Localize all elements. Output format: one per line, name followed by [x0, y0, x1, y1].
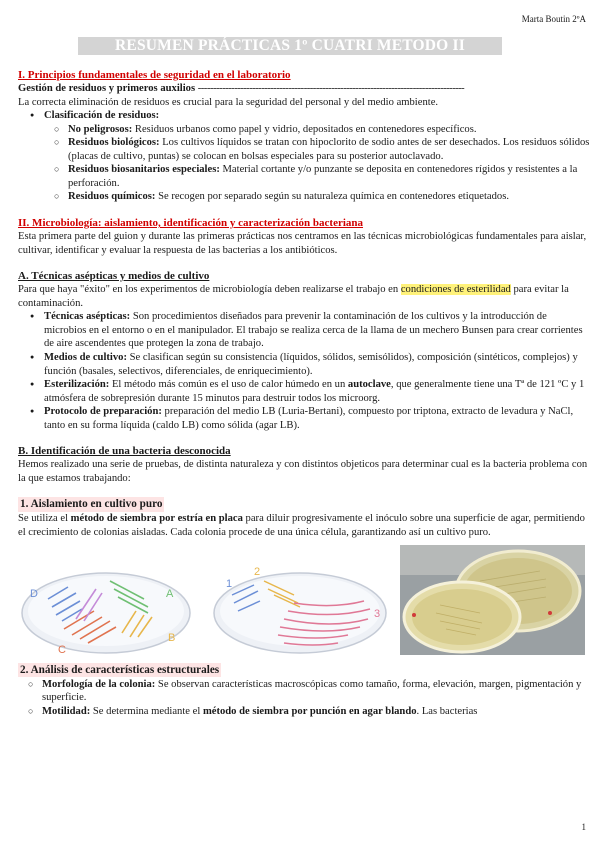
author-label: Marta Boutin 2ºA — [521, 14, 586, 24]
figures-row — [18, 545, 590, 663]
list-item — [44, 190, 590, 204]
item-text: Residuos urbanos como papel y vidrio, depositados en contenedores específicos. — [132, 123, 477, 135]
item-text: Se determina mediante el — [90, 705, 203, 717]
list-item — [44, 163, 590, 190]
waste-list — [18, 109, 590, 204]
section-2-intro: Esta primera parte del guion y durante las primeras prácticas nos centramos en las técnicas microbiológicas fundamentales para aislar, cultivar, identificar y evaluar la respuesta de las bacterias a los antibióticos. — [18, 231, 587, 256]
page-number: 1 — [581, 822, 586, 833]
classification-label: Clasificación de residuos: — [44, 110, 160, 122]
item-term: Esterilización: — [44, 379, 110, 391]
section-1-heading: I. Principios fundamentales de seguridad en el laboratorio — [18, 69, 291, 81]
aseptic-list — [18, 310, 590, 432]
intro-text: para evitar la contaminación. — [18, 284, 569, 309]
item-text: Los cultivos líquidos se tratan con hipoclorito de sodio antes de ser desechados. Los residuos sólidos (placas de cultivo, puntas) se colocan en bolsas especiales para su posterior autoclavado. — [68, 137, 590, 162]
b1-text: Se utiliza el — [18, 512, 71, 524]
streak-plate-diagram — [18, 559, 390, 657]
item-text: , que generalmente tiene una Tª de 121 ºC y 1 atmósfera de sobrepresión durante 15 minutos para destruir todos los microorg. — [44, 379, 585, 404]
list-item — [18, 109, 590, 204]
list-item — [44, 136, 590, 163]
section-b2-heading: 2. Análisis de características estructurales — [20, 664, 220, 677]
waste-intro: La correcta eliminación de residuos es crucial para la seguridad del personal y del medio ambiente. — [18, 96, 439, 108]
item-term: Motilidad: — [42, 705, 91, 717]
item-text: Son procedimientos diseñados para prevenir la contaminación de los cultivos y la introducción de microbios en el entorno o en el manipulador. El trabajo se realiza cerca de la llama de un mechero Bunsen para crear corrientes de aire ascendentes que protegen la zona de trabajo. — [44, 311, 583, 350]
document-body — [18, 68, 590, 718]
label-1: 1 — [226, 578, 233, 591]
autoclave-term: autoclave — [347, 379, 391, 391]
intro-text: Para que haya "éxito" en los experimentos de microbiología deben realizarse el trabajo en — [18, 284, 401, 296]
sterility-highlight: condiciones de esterilidad — [400, 284, 511, 296]
label-3: 3 — [374, 608, 381, 621]
item-text: Se recogen por separado según su naturaleza química en contenedores etiquetados. — [155, 191, 509, 203]
streak-method-term: método de siembra por estría en placa — [70, 512, 243, 524]
list-item — [18, 405, 590, 432]
label-b: B — [168, 632, 176, 645]
list-item — [18, 310, 590, 351]
item-term: Protocolo de preparación: — [44, 406, 162, 418]
item-text: preparación del medio LB (Luria-Bertani), compuesto por triptona, extracto de levadura y NaCl, tanto en su forma líquida (caldo LB) como sólida (agar LB). — [44, 406, 574, 431]
list-item — [18, 351, 590, 378]
waste-subheading-line — [18, 82, 590, 96]
section-a-heading: A. Técnicas asépticas y medios de cultivo — [18, 270, 210, 283]
section-b-intro: Hemos realizado una serie de pruebas, de distinta naturaleza y con distintos objeticos para determinar cual es la bacteria problema con la que estamos trabajando: — [18, 459, 588, 484]
item-text: . Las bacterias — [416, 705, 478, 717]
label-c: C — [58, 644, 66, 657]
section-b1-heading: 1. Aislamiento en cultivo puro — [20, 498, 163, 511]
section-b-heading: B. Identificación de una bacteria desconocida — [18, 445, 231, 458]
item-term: Residuos químicos: — [68, 191, 156, 203]
waste-types-list — [44, 123, 590, 204]
item-term: Morfología de la colonia: — [42, 678, 156, 690]
item-term: Medios de cultivo: — [44, 351, 127, 363]
soft-agar-term: método de siembra por punción en agar blando — [202, 705, 417, 717]
section-a-intro — [18, 283, 590, 310]
label-2: 2 — [254, 566, 261, 579]
item-term: Residuos biológicos: — [68, 137, 160, 149]
section-2-heading: II. Microbiología: aislamiento, identificación y caracterización bacteriana — [18, 217, 364, 229]
agar-plates-photo — [400, 545, 585, 655]
structural-list — [18, 678, 590, 719]
item-term: Técnicas asépticas: — [44, 311, 131, 323]
section-b1-text — [18, 512, 590, 539]
item-text: Se observan características macroscópicas como tamaño, forma, elevación, margen, pigmentación y superficie. — [42, 678, 582, 704]
document-title: RESUMEN PRÁCTICAS 1º CUATRI METODO II — [78, 37, 502, 55]
list-item — [18, 705, 590, 719]
dash-rule: ---------------------------------------------------------------------------------------- — [197, 83, 465, 95]
item-text: El método más común es el uso de calor húmedo en un — [109, 379, 348, 391]
list-item — [18, 378, 590, 405]
label-d: D — [30, 588, 38, 601]
label-a: A — [166, 588, 174, 601]
item-text: Material cortante y/o punzante se deposita en contenedores rígidos y resistentes a la perforación. — [68, 164, 578, 189]
b1-text: para diluir progresivamente el inóculo sobre una superficie de agar, permitiendo el crecimiento de colonias aisladas. Cada colonia procede de una única célula, garantizando así un cultivo puro. — [18, 512, 585, 538]
item-term: Residuos biosanitarios especiales: — [68, 164, 220, 176]
list-item — [18, 678, 590, 705]
item-term: No peligrosos: — [68, 123, 133, 135]
waste-subheading: Gestión de residuos y primeros auxilios — [18, 83, 196, 95]
item-text: Se clasifican según su consistencia (líquidos, sólidos, semisólidos), composición (sintéticos, complejos) y función (basales, selectivos, diferenciales, de enriquecimiento). — [44, 351, 578, 377]
list-item — [44, 123, 590, 137]
